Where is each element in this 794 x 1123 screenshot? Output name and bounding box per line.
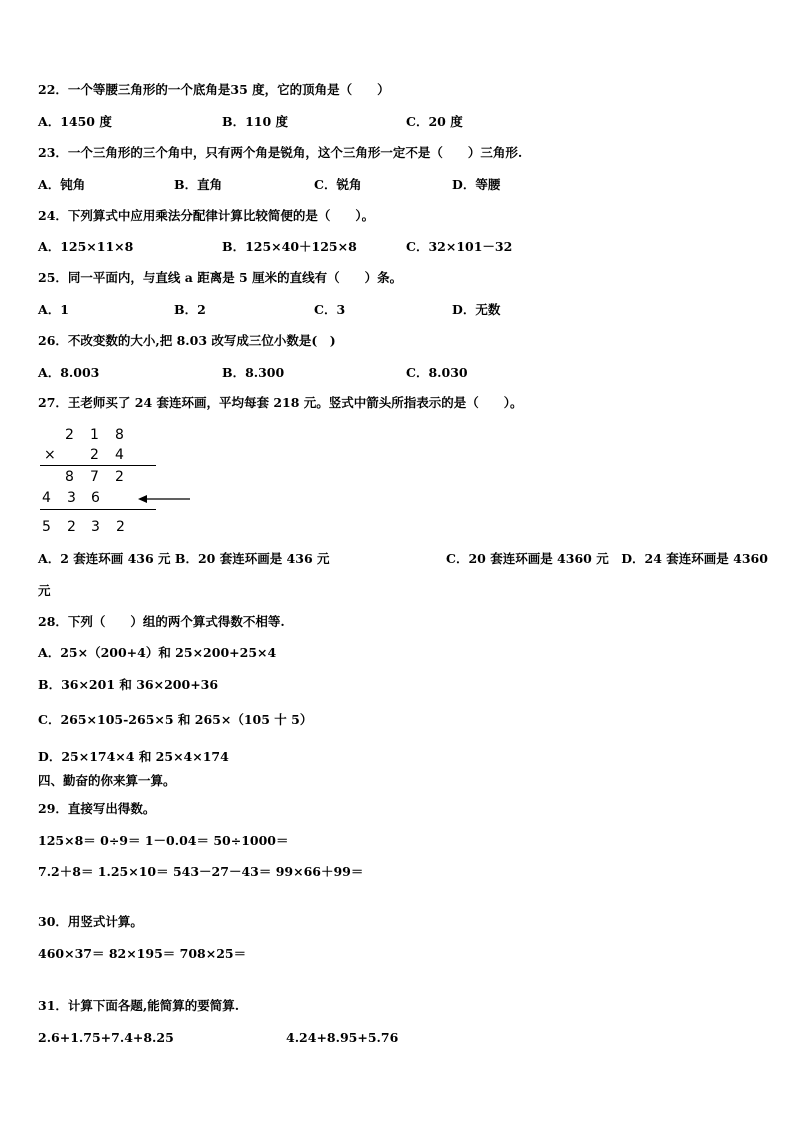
q28-option-c: C．265×105-265×5 和 265×（105 十 5） [38,712,313,727]
digit: 2 [67,519,76,535]
digit: 2 [90,447,99,463]
digit: 4 [115,447,124,463]
question-26: 26．不改变数的大小,把 8.03 改写成三位小数是( ) [38,333,336,348]
digit: 2 [65,427,74,443]
q29-row-1: 125×8＝ 0÷9＝ 1－0.04＝ 50÷1000＝ [38,833,289,848]
question-25: 25．同一平面内，与直线 a 距离是 5 厘米的直线有（ ）条。 [38,270,403,285]
q25-option-a: A．1 [38,302,69,317]
q23-option-a: A．钝角 [38,177,86,192]
question-31: 31．计算下面各题,能简算的要简算. [38,998,240,1013]
digit: 3 [67,490,76,506]
question-24: 24．下列算式中应用乘法分配律计算比较简便的是（ ）。 [38,208,375,223]
digit: 5 [42,519,51,535]
q23-option-d: D．等腰 [452,177,501,192]
q24-option-a: A．125×11×8 [38,239,134,254]
section-4-heading: 四、勤奋的你来算一算。 [38,773,176,788]
q27-options-cd: C．20 套连环画是 4360 元 D．24 套连环画是 4360 [446,551,768,566]
q23-option-b: B．直角 [174,177,223,192]
q27-option-wrap: 元 [38,583,51,598]
q25-option-c: C．3 [314,302,346,317]
digit: 2 [116,519,125,535]
q22-option-a: A．1450 度 [38,114,112,129]
q28-option-d: D．25×174×4 和 25×4×174 [38,749,229,764]
q31-expression-2: 4.24+8.95+5.76 [286,1030,399,1045]
q26-option-c: C．8.030 [406,365,468,380]
q22-option-c: C．20 度 [406,114,463,129]
q26-option-a: A．8.003 [38,365,100,380]
digit: 2 [115,469,124,485]
q28-option-b: B．36×201 和 36×200+36 [38,677,219,692]
times-sign: × [44,447,56,463]
q23-option-c: C．锐角 [314,177,362,192]
q27-options-ab: A．2 套连环画 436 元 B．20 套连环画是 436 元 [38,551,330,566]
digit: 3 [91,519,100,535]
question-30: 30．用竖式计算。 [38,914,143,929]
q28-option-a: A．25×（200+4）和 25×200+25×4 [38,645,277,660]
product-line [40,465,156,466]
q26-option-b: B．8.300 [222,365,285,380]
question-27: 27．王老师买了 24 套连环画，平均每套 218 元。竖式中箭头所指表示的是（ ）。 [38,395,523,410]
question-28: 28．下列（ ）组的两个算式得数不相等. [38,614,285,629]
q22-option-b: B．110 度 [222,114,289,129]
q24-option-b: B．125×40＋125×8 [222,239,357,254]
digit: 8 [65,469,74,485]
q24-option-c: C．32×101－32 [406,239,513,254]
sum-line [40,509,156,510]
digit: 1 [90,427,99,443]
q29-row-2: 7.2＋8＝ 1.25×10＝ 543－27－43＝ 99×66＋99＝ [38,864,364,879]
q25-option-d: D．无数 [452,302,501,317]
q31-expression-1: 2.6+1.75+7.4+8.25 [38,1030,174,1045]
digit: 4 [42,490,51,506]
question-29: 29．直接写出得数。 [38,801,156,816]
question-23: 23．一个三角形的三个角中，只有两个角是锐角，这个三角形一定不是（ ）三角形. [38,145,523,160]
q30-row-1: 460×37＝ 82×195＝ 708×25＝ [38,946,247,961]
q25-option-b: B．2 [174,302,206,317]
question-22: 22．一个等腰三角形的一个底角是35 度，它的顶角是（ ） [38,82,390,97]
arrow-left-icon [136,492,192,506]
digit: 6 [91,490,100,506]
digit: 8 [115,427,124,443]
digit: 7 [90,469,99,485]
